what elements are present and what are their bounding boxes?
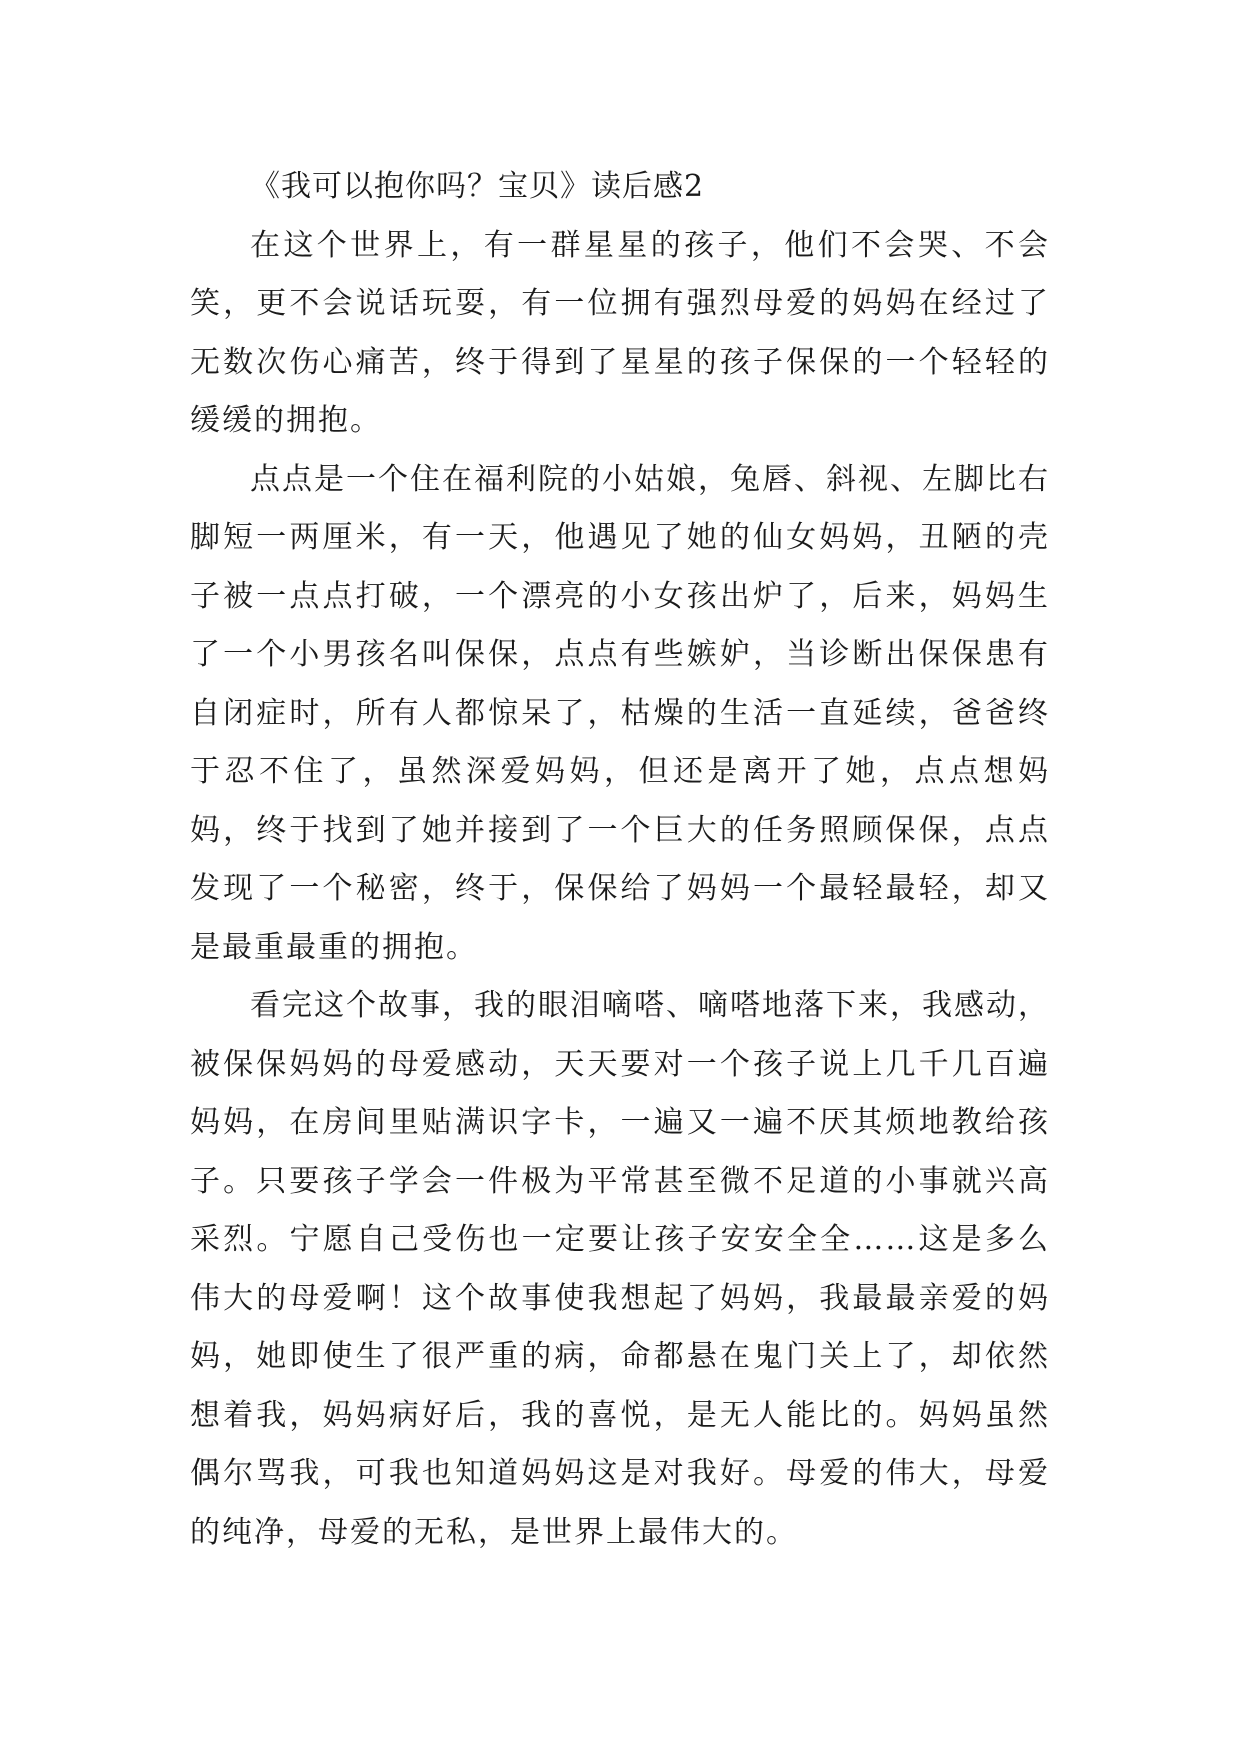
paragraph-3: 看完这个故事，我的眼泪嘀嗒、嘀嗒地落下来，我感动，被保保妈妈的母爱感动，天天要对一个孩子说上几千几百遍妈妈，在房间里贴满识字卡，一遍又一遍不厌其烦地教给孩子。只要孩子学会一件极为平常甚至微不足道的小事就兴高采烈。宁愿自己受伤也一定要让孩子安安全全……这是多么伟大的母爱啊！这个故事使我想起了妈妈，我最最亲爱的妈妈，她即使生了很严重的病，命都悬在鬼门关上了，却依然想着我，妈妈病好后，我的喜悦，是无人能比的。妈妈虽然偶尔骂我，可我也知道妈妈这是对我好。母爱的伟大，母爱的纯净，母爱的无私，是世界上最伟大的。 <box>190 988 1050 1550</box>
document-title: 《我可以抱你吗？宝贝》读后感2 <box>250 169 705 204</box>
paragraph-2: 点点是一个住在福利院的小姑娘，兔唇、斜视、左脚比右脚短一两厘米，有一天，他遇见了她的仙女妈妈，丑陋的壳子被一点点打破，一个漂亮的小女孩出炉了，后来，妈妈生了一个小男孩名叫保保，点点有些嫉妒，当诊断出保保患有自闭症时，所有人都惊呆了，枯燥的生活一直延续，爸爸终于忍不住了，虽然深爱妈妈，但还是离开了她，点点想妈妈，终于找到了她并接到了一个巨大的任务照顾保保，点点发现了一个秘密，终于，保保给了妈妈一个最轻最轻，却又是最重最重的拥抱。 <box>190 461 1050 965</box>
paragraph-1: 在这个世界上，有一群星星的孩子，他们不会哭、不会笑，更不会说话玩耍，有一位拥有强烈母爱的妈妈在经过了无数次伤心痛苦，终于得到了星星的孩子保保的一个轻轻的缓缓的拥抱。 <box>190 227 1050 438</box>
document-page <box>190 158 1050 1562</box>
